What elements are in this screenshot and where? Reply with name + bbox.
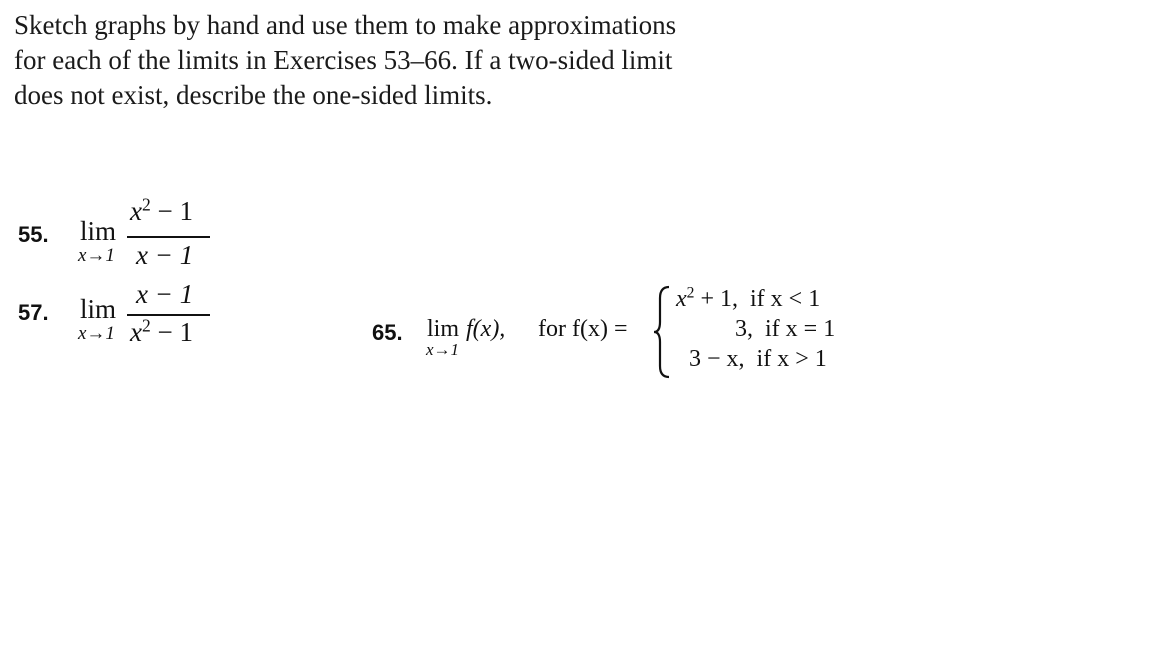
fraction-numerator: $x^2 - 1$ (130, 194, 193, 226)
fraction-bar (127, 236, 210, 238)
piecewise-case-3: 3 − x, if x > 1 (689, 346, 827, 372)
piecewise-case-1: $x^2 + 1$, if x < 1 (676, 284, 821, 312)
limit-approach: x→1 (426, 340, 460, 359)
problem-number: 65. (372, 320, 403, 345)
instructions-line-2: for each of the limits in Exercises 53–66. If a two-sided limit (14, 45, 673, 75)
fraction-denominator: x − 1 (136, 240, 194, 270)
function-definition-label: for f(x) = (538, 316, 628, 342)
fraction-denominator: $x^2 - 1$ (130, 315, 193, 347)
lim-operator: lim (427, 316, 460, 342)
piecewise-case-2: 3, if x = 1 (735, 316, 836, 342)
problem-number: 55. (18, 222, 49, 247)
instructions-line-3: does not exist, describe the one-sided limits. (14, 80, 493, 110)
function-expression: f(x), (466, 316, 506, 342)
left-brace (652, 284, 672, 380)
problem-number: 57. (18, 300, 49, 325)
lim-operator: lim (80, 216, 117, 246)
fraction-numerator: x − 1 (136, 279, 194, 309)
instructions-line-1: Sketch graphs by hand and use them to make approximations (14, 10, 677, 40)
limit-approach: x→1 (78, 323, 115, 344)
instructions-paragraph (14, 8, 784, 113)
fraction-bar (127, 314, 210, 316)
limit-approach: x→1 (78, 245, 115, 266)
lim-operator: lim (80, 294, 117, 324)
